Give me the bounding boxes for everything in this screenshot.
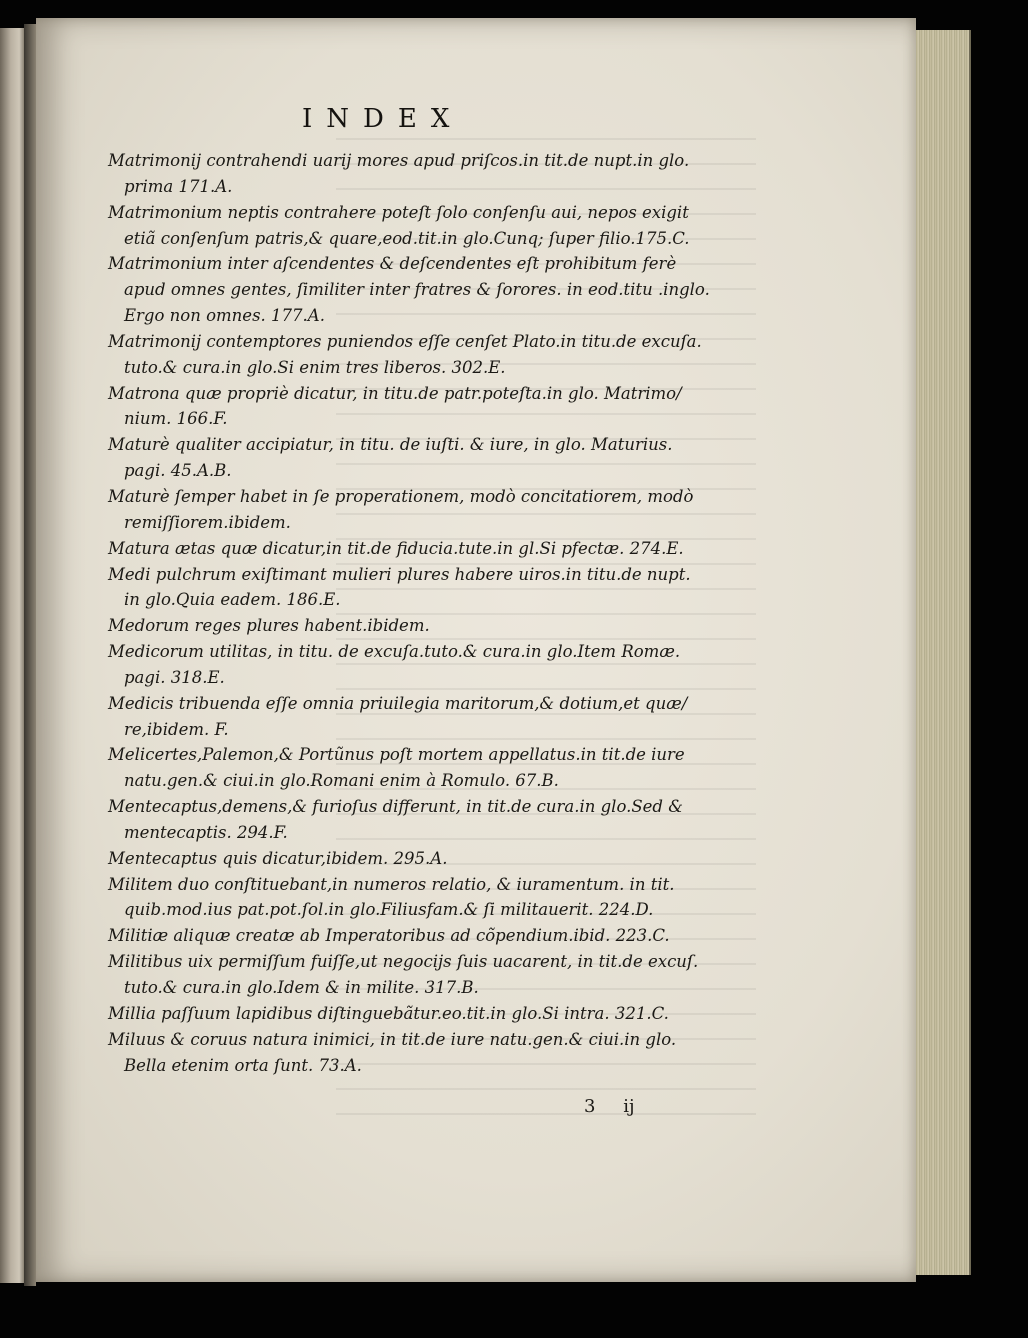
index-entry (108, 691, 718, 743)
entry-line: etiã conſenſum patris,& quare,eod.tit.in glo.Cunq; ſuper filio.175.C. (124, 228, 690, 248)
index-entry (108, 949, 718, 1001)
entry-line: Militibus uix permiſſum fuiſſe,ut negocijs ſuis uacarent, in tit.de excuſ. (108, 952, 699, 972)
entry-line: Matrimonij contrahendi uarij mores apud priſcos.in tit.de nupt.in glo. (108, 151, 690, 170)
entry-line: Ergo non omnes. 177.A. (124, 306, 325, 326)
entry-line: Matrona quæ propriè dicatur, in titu.de patr.poteſta.in glo. Matrimo/ (108, 383, 682, 403)
index-entry (108, 1027, 718, 1079)
entry-line: Medicorum utilitas, in titu. de excuſa.tuto.& cura.in glo.Item Romæ. (108, 642, 681, 662)
entry-line: Medicis tribuenda eſſe omnia priuilegia maritorum,& dotium,et quæ/ (108, 693, 688, 713)
index-entry (108, 432, 718, 484)
entry-line: Maturè ſemper habet in ſe properationem, modò concitatiorem, modò (108, 486, 694, 506)
entry-line: natu.gen.& ciui.in glo.Romani enim à Romulo. 67.B. (124, 771, 559, 791)
index-page (36, 18, 916, 1282)
index-entry (108, 1001, 718, 1027)
facing-page-edge (0, 28, 24, 1283)
index-entry (108, 200, 718, 252)
page-signature (584, 1096, 635, 1117)
signature-leaf: ij (623, 1096, 635, 1117)
entry-line: Melicertes,Palemon,& Portũnus poſt mortem appellatus.in tit.de iure (108, 745, 685, 765)
entry-line: re,ibidem. F. (124, 719, 229, 739)
index-entry (108, 562, 718, 614)
entry-line: Millia paſſuum lapidibus diſtinguebãtur.eo.tit.in glo.Si intra. 321.C. (108, 1003, 669, 1023)
entry-line: Militiæ aliquæ creatæ ab Imperatoribus ad cõpendium.ibid. 223.C. (108, 926, 670, 946)
index-entry (108, 251, 718, 329)
index-entry (108, 484, 718, 536)
entry-line: tuto.& cura.in glo.Si enim tres liberos. 302.E. (124, 357, 506, 377)
index-entry (108, 742, 718, 794)
book-gutter (24, 24, 36, 1286)
entry-line: in glo.Quia eadem. 186.E. (124, 590, 341, 610)
entry-line: mentecaptis. 294.F. (124, 822, 288, 842)
entry-line: nium. 166.F. (124, 409, 228, 429)
entry-line: apud omnes gentes, ſimiliter inter fratres & ſorores. in eod.titu .inglo. (124, 280, 710, 300)
entry-line: remiſſiorem.ibidem. (124, 512, 291, 532)
index-entry (108, 846, 718, 872)
entry-line: Bella etenim orta ſunt. 73.A. (124, 1055, 362, 1075)
entry-line: Medorum reges plures habent.ibidem. (108, 616, 430, 636)
entry-line: Mentecaptus quis dicatur,ibidem. 295.A. (108, 848, 448, 868)
signature-number: 3 (584, 1096, 596, 1117)
index-entry (108, 536, 718, 562)
entry-line: Matura ætas quæ dicatur,in tit.de fiducia.tute.in gl.Si pfectæ. 274.E. (108, 538, 684, 558)
index-entry (108, 923, 718, 949)
entry-line: pagi. 45.A.B. (124, 461, 232, 481)
entry-line: Medi pulchrum exiſtimant mulieri plures habere uiros.in titu.de nupt. (108, 564, 691, 584)
entry-line: tuto.& cura.in glo.Idem & in milite. 317.B. (124, 978, 479, 997)
index-entry (108, 794, 718, 846)
page-header: INDEX (302, 104, 464, 134)
entry-line: prima 171.A. (124, 176, 233, 196)
entry-line: Miluus & coruus natura inimici, in tit.de iure natu.gen.& ciui.in glo. (108, 1029, 677, 1049)
index-entry (108, 872, 718, 924)
entry-line: Mentecaptus,demens,& furioſus differunt, in tit.de cura.in glo.Sed & (108, 797, 683, 817)
entry-line: Matrimonij contemptores puniendos eſſe cenſet Plato.in titu.de excuſa. (108, 331, 702, 351)
entry-line: quib.mod.ius pat.pot.ſol.in glo.Filiusfam.& ſi militauerit. 224.D. (124, 900, 654, 920)
index-entries (108, 148, 718, 1078)
entry-line: pagi. 318.E. (124, 667, 225, 687)
index-entry (108, 639, 718, 691)
entry-line: Maturè qualiter accipiatur, in titu. de iuſti. & iure, in glo. Maturius. (108, 435, 673, 455)
index-entry (108, 148, 718, 200)
entry-line: Militem duo conſtituebant,in numeros relatio, & iuramentum. in tit. (108, 874, 675, 894)
index-entry (108, 381, 718, 433)
entry-line: Matrimonium neptis contrahere poteſt ſolo conſenſu aui, nepos exigit (108, 202, 689, 222)
index-entry (108, 329, 718, 381)
index-entry (108, 613, 718, 639)
entry-line: Matrimonium inter aſcendentes & deſcendentes eſt prohibitum ferè (108, 254, 677, 274)
